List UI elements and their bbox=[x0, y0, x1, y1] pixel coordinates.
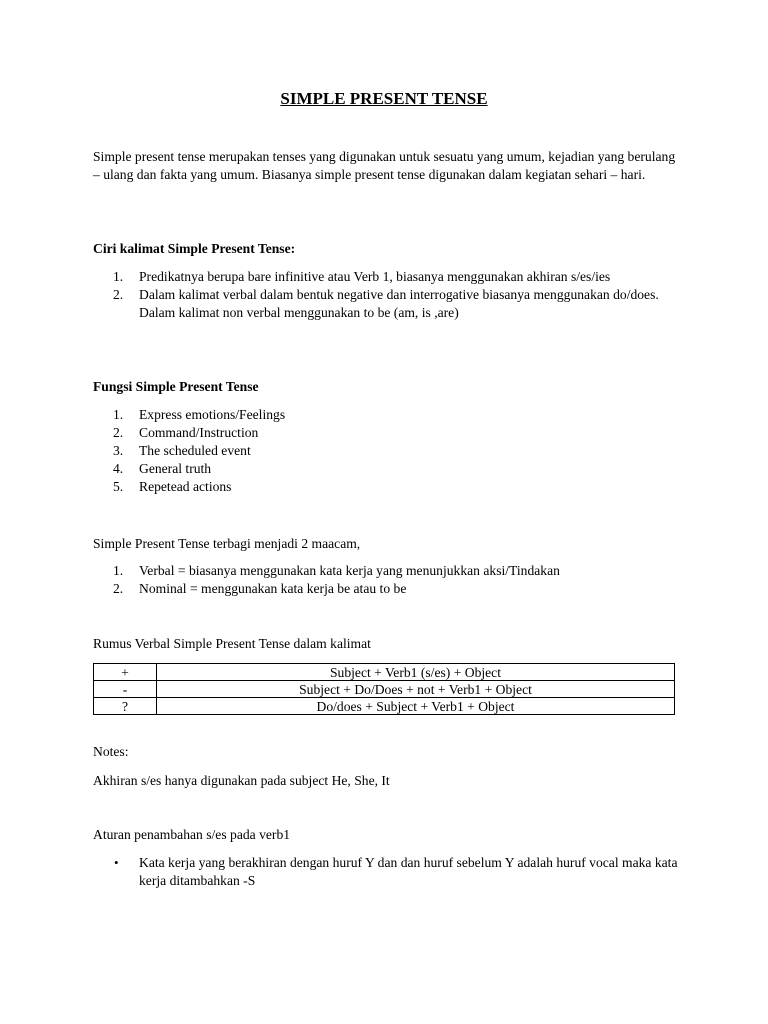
list-text: Predikatnya berupa bare infinitive atau Verb 1, biasanya menggunakan akhiran s/es/ies bbox=[139, 269, 611, 284]
jenis-intro: Simple Present Tense terbagi menjadi 2 maacam, bbox=[93, 536, 361, 551]
table-cell-sign: - bbox=[94, 681, 157, 698]
ciri-heading: Ciri kalimat Simple Present Tense: bbox=[93, 241, 296, 256]
table-cell-sign: + bbox=[94, 664, 157, 681]
fungsi-heading: Fungsi Simple Present Tense bbox=[93, 379, 259, 394]
list-number: 2. bbox=[113, 581, 124, 596]
notes-label: Notes: bbox=[93, 744, 129, 759]
list-number: 1. bbox=[113, 563, 124, 578]
list-item bbox=[93, 268, 683, 286]
list-number: 3. bbox=[113, 443, 124, 458]
list-item bbox=[93, 424, 683, 442]
list-text: Express emotions/Feelings bbox=[139, 407, 286, 422]
list-text: General truth bbox=[139, 461, 212, 476]
rumus-heading: Rumus Verbal Simple Present Tense dalam kalimat bbox=[93, 636, 371, 651]
list-text: Nominal = menggunakan kata kerja be atau to be bbox=[139, 581, 407, 596]
ciri-list bbox=[93, 268, 683, 322]
list-number: 4. bbox=[113, 461, 124, 476]
list-item bbox=[93, 460, 683, 478]
fungsi-list bbox=[93, 406, 683, 496]
jenis-list bbox=[93, 562, 683, 598]
list-text: Verbal = biasanya menggunakan kata kerja yang menunjukkan aksi/Tindakan bbox=[139, 563, 560, 578]
table-row bbox=[94, 698, 675, 715]
list-number: 1. bbox=[113, 269, 124, 284]
table-cell-sign: ? bbox=[94, 698, 157, 715]
list-item bbox=[93, 406, 683, 424]
rumus-table bbox=[93, 663, 675, 715]
list-number: 2. bbox=[113, 287, 124, 302]
table-cell-formula: Do/does + Subject + Verb1 + Object bbox=[157, 698, 675, 715]
list-text: The scheduled event bbox=[139, 443, 251, 458]
aturan-heading: Aturan penambahan s/es pada verb1 bbox=[93, 827, 291, 842]
table-row bbox=[94, 664, 675, 681]
table-cell-formula: Subject + Do/Does + not + Verb1 + Object bbox=[157, 681, 675, 698]
list-item bbox=[93, 580, 683, 598]
table-cell-formula: Subject + Verb1 (s/es) + Object bbox=[157, 664, 675, 681]
notes-text: Akhiran s/es hanya digunakan pada subject He, She, It bbox=[93, 773, 390, 788]
list-number: 1. bbox=[113, 407, 124, 422]
list-text: Dalam kalimat verbal dalam bentuk negative dan interrogative biasanya menggunakan do/does. Dalam kalimat non verbal menggunakan to be (am, is ,are) bbox=[139, 287, 659, 320]
list-number: 5. bbox=[113, 479, 124, 494]
list-item bbox=[93, 562, 683, 580]
list-item bbox=[93, 854, 683, 890]
list-item bbox=[93, 442, 683, 460]
list-text: Command/Instruction bbox=[139, 425, 259, 440]
intro-paragraph: Simple present tense merupakan tenses yang digunakan untuk sesuatu yang umum, kejadian yang berulang – ulang dan fakta yang umum. Biasanya simple present tense digunakan dalam kegiatan sehari – hari. bbox=[93, 149, 676, 182]
page-title: SIMPLE PRESENT TENSE bbox=[280, 89, 488, 108]
list-text: Kata kerja yang berakhiran dengan huruf Y dan dan huruf sebelum Y adalah huruf vocal maka kata kerja ditambahkan -S bbox=[139, 855, 678, 888]
aturan-list bbox=[93, 854, 683, 890]
list-number: 2. bbox=[113, 425, 124, 440]
table-row bbox=[94, 681, 675, 698]
list-item bbox=[93, 286, 683, 322]
bullet-icon: • bbox=[114, 855, 119, 870]
list-text: Repetead actions bbox=[139, 479, 232, 494]
list-item bbox=[93, 478, 683, 496]
